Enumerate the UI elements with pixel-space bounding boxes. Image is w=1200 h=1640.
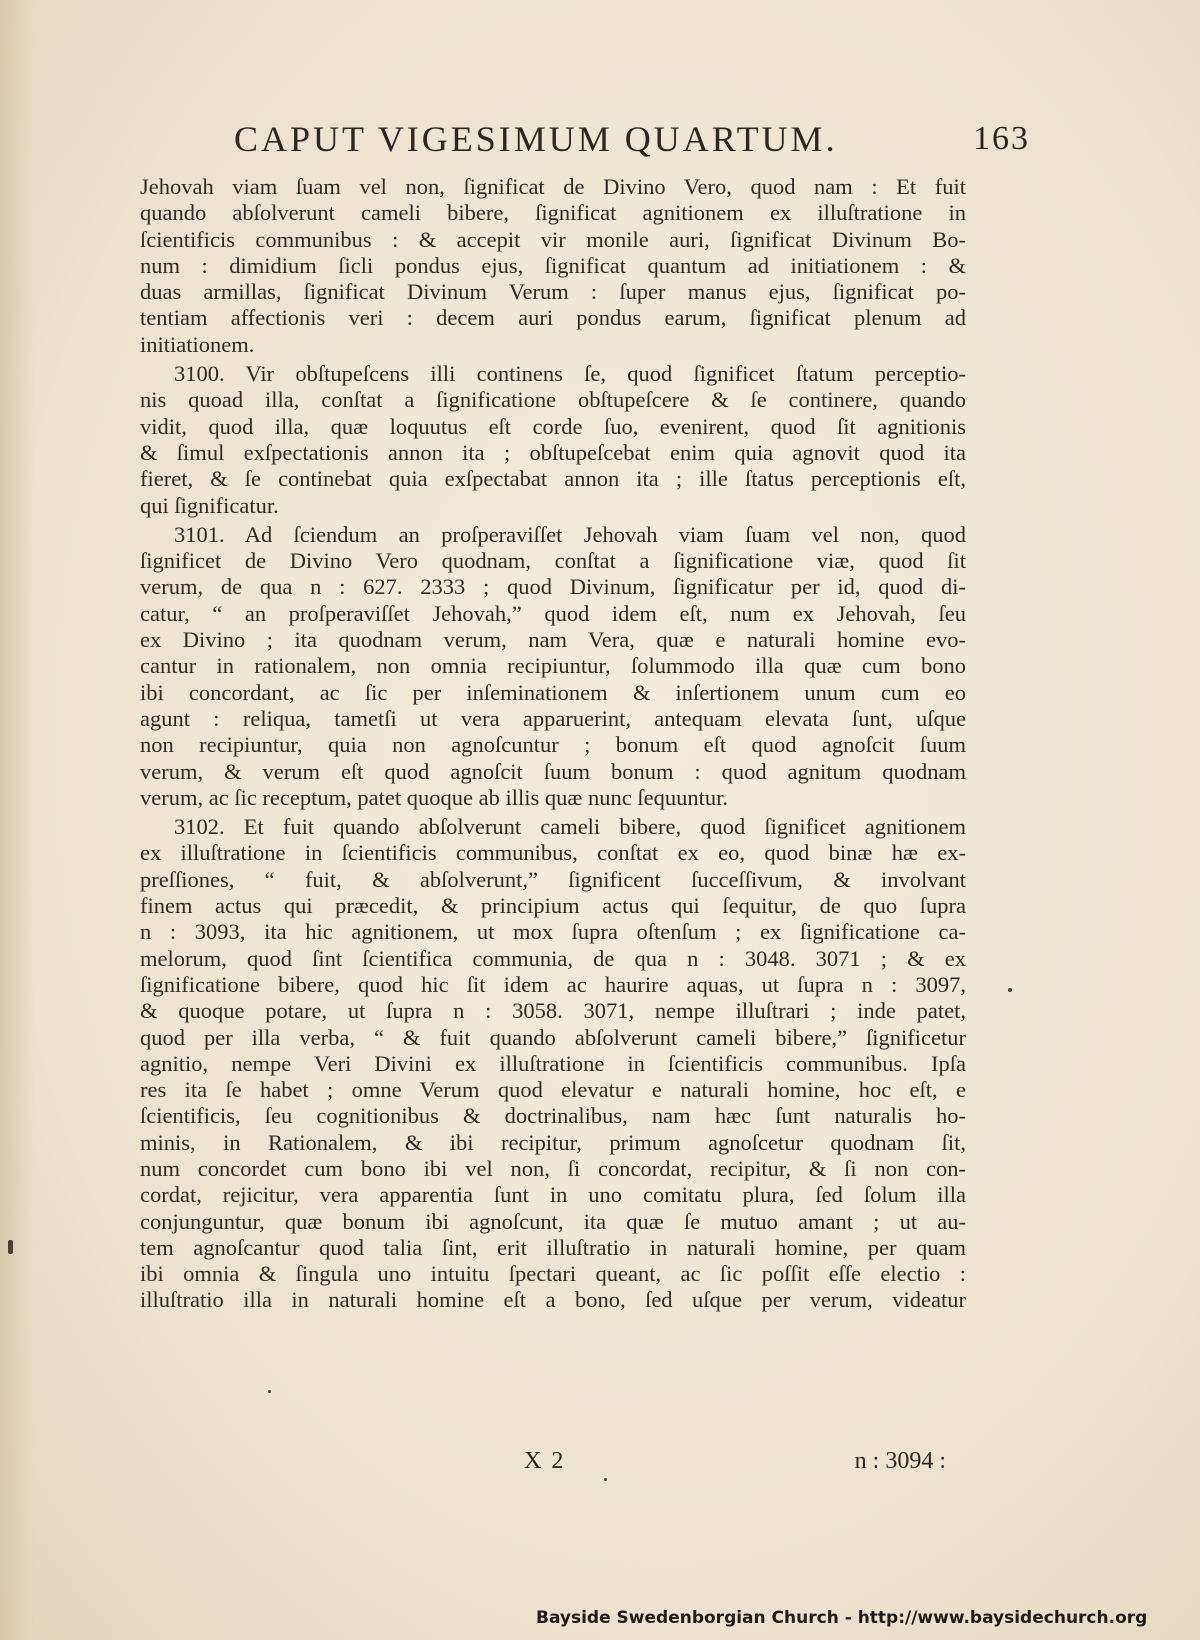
paragraph bbox=[140, 522, 966, 811]
text-line: initiationem. bbox=[140, 331, 255, 357]
text-line: num : dimidium ſicli pondus ejus, ſignificat quantum ad initiationem : & bbox=[140, 252, 966, 278]
ink-speck bbox=[8, 1240, 13, 1254]
text-line: quod per illa verba, “ & fuit quando abſolverunt cameli bibere,” ſignificetur bbox=[140, 1024, 966, 1050]
text-line: qui ſignificatur. bbox=[140, 492, 279, 518]
text-line: duas armillas, ſignificat Divinum Verum : ſuper manus ejus, ſignificat po- bbox=[140, 279, 966, 305]
text-line: 3101. Ad ſciendum an proſperaviſſet Jehovah viam ſuam vel non, quod bbox=[174, 521, 966, 547]
signature-mark: X 2 bbox=[524, 1448, 566, 1474]
text-line: n : 3093, ita hic agnitionem, ut mox ſupra oſtenſum ; ex ſignificatione ca- bbox=[140, 919, 966, 945]
text-line: ibi omnia & ſingula uno intuitu ſpectari queant, ac ſic poſſit eſſe electio : bbox=[140, 1261, 966, 1287]
running-head bbox=[150, 118, 1030, 168]
ink-speck bbox=[1008, 988, 1012, 992]
text-line: & ſimul exſpectationis annon ita ; obſtupeſcebat enim quia agnovit quod ita bbox=[140, 439, 966, 465]
text-line: cantur in rationalem, non omnia recipiuntur, ſolummodo illa quæ cum bono bbox=[140, 653, 966, 679]
watermark: Bayside Swedenborgian Church - http://www.baysidechurch.org bbox=[536, 1608, 1148, 1628]
text-line: vidit, quod illa, quæ loquutus eſt corde ſuo, evenirent, quod ſit agnitionis bbox=[140, 413, 966, 439]
text-line: quando abſolverunt cameli bibere, ſignificat agnitionem ex illuſtratione in bbox=[140, 200, 966, 226]
text-line: non recipiuntur, quia non agnoſcuntur ; bonum eſt quod agnoſcit ſuum bbox=[140, 732, 966, 758]
text-line: ſignificatione bibere, quod hic ſit idem ac haurire aquas, ut ſupra n : 3097, bbox=[140, 971, 966, 997]
text-line: ſcientificis, ſeu cognitionibus & doctrinalibus, nam hæc ſunt naturalis ho- bbox=[140, 1103, 966, 1129]
text-line: Jehovah viam ſuam vel non, ſignificat de Divino Vero, quod nam : Et fuit bbox=[140, 174, 966, 199]
text-line: melorum, quod ſint ſcientifica communia, de qua n : 3048. 3071 ; & ex bbox=[140, 945, 966, 971]
text-line: verum, & verum eſt quod agnoſcit ſuum bonum : quod agnitum quodnam bbox=[140, 758, 966, 784]
text-line: agnitio, nempe Veri Divini ex illuſtratione in ſcientificis communibus. Ipſa bbox=[140, 1050, 966, 1076]
paragraph bbox=[140, 361, 966, 519]
text-line: & quoque potare, ut ſupra n : 3058. 3071, nempe illuſtrari ; inde patet, bbox=[140, 998, 966, 1024]
text-line: verum, ac ſic receptum, patet quoque ab illis quæ nunc ſequuntur. bbox=[140, 784, 728, 810]
text-line: ex illuſtratione in ſcientificis communibus, conſtat ex eo, quod binæ hæ ex- bbox=[140, 840, 966, 866]
text-line: catur, “ an proſperaviſſet Jehovah,” quod idem eſt, num ex Jehovah, ſeu bbox=[140, 600, 966, 626]
text-line: preſſiones, “ fuit, & abſolverunt,” ſignificent ſucceſſivum, & involvant bbox=[140, 866, 966, 892]
catchword: n : 3094 : bbox=[854, 1448, 946, 1474]
text-line: ſignificet de Divino Vero quodnam, conſtat a ſignificatione viæ, quod ſit bbox=[140, 548, 966, 574]
running-title: CAPUT VIGESIMUM QUARTUM. bbox=[234, 119, 838, 159]
text-line: 3102. Et fuit quando abſolverunt cameli bibere, quod ſignificet agnitionem bbox=[174, 814, 966, 840]
page-footer bbox=[140, 1448, 966, 1478]
text-line: ex Divino ; ita quodnam verum, nam Vera, quæ e naturali homine evo- bbox=[140, 627, 966, 653]
paragraph bbox=[140, 814, 966, 1314]
text-line: cordat, rejicitur, vera apparentia ſunt in uno comitatu plura, ſed ſolum illa bbox=[140, 1182, 966, 1208]
text-line: num concordet cum bono ibi vel non, ſi concordat, recipitur, & ſi non con- bbox=[140, 1155, 966, 1181]
text-line: conjunguntur, quæ bonum ibi agnoſcunt, ita quæ ſe mutuo amant ; ut au- bbox=[140, 1208, 966, 1234]
text-line: nis quoad illa, conſtat a ſignificatione obſtupeſcere & ſe continere, quando bbox=[140, 387, 966, 413]
text-line: ibi concordant, ac ſic per inſeminationem & inſertionem unum cum eo bbox=[140, 679, 966, 705]
text-line: minis, in Rationalem, & ibi recipitur, primum agnoſcetur quodnam ſit, bbox=[140, 1129, 966, 1155]
text-line: tem agnoſcantur quod talia ſint, erit illuſtratio in naturali homine, per quam bbox=[140, 1234, 966, 1260]
text-line: illuſtratio illa in naturali homine eſt a bono, ſed uſque per verum, videatur bbox=[140, 1287, 966, 1313]
text-line: res ita ſe habet ; omne Verum quod elevatur e naturali homine, hoc eſt, e bbox=[140, 1077, 966, 1103]
text-line: 3100. Vir obſtupeſcens illi continens ſe, quod ſignificet ſtatum perceptio- bbox=[174, 361, 966, 387]
text-line: agunt : reliqua, tametſi ut vera apparuerint, antequam elevata ſunt, uſque bbox=[140, 705, 966, 731]
text-line: finem actus qui præcedit, & principium actus qui ſequitur, de quo ſupra bbox=[140, 893, 966, 919]
page-number: 163 bbox=[973, 120, 1030, 157]
text-line: tentiam affectionis veri : decem auri pondus earum, ſignificat plenum ad bbox=[140, 305, 966, 331]
text-line: fieret, & ſe continebat quia exſpectabat annon ita ; ille ſtatus perceptionis eſt, bbox=[140, 466, 966, 492]
ink-speck bbox=[268, 1390, 271, 1393]
text-line: verum, de qua n : 627. 2333 ; quod Divinum, ſignificatur per id, quod di- bbox=[140, 574, 966, 600]
binding-shadow bbox=[0, 0, 34, 1640]
body-text bbox=[140, 174, 966, 1314]
ink-speck bbox=[604, 1478, 607, 1481]
paragraph bbox=[140, 174, 966, 358]
text-line: ſcientificis communibus : & accepit vir monile auri, ſignificat Divinum Bo- bbox=[140, 226, 966, 252]
